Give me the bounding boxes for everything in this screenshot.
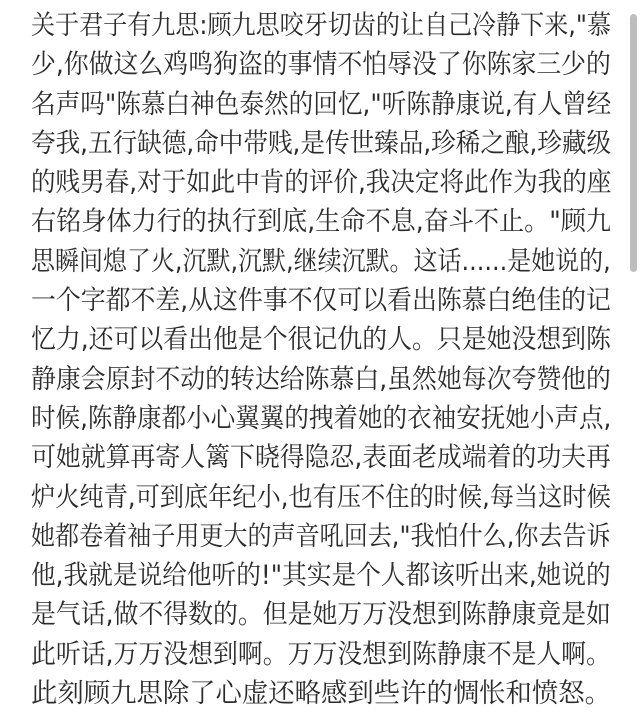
text-line: 他,我就是说给他听的!"其实是个人都该听出来,她说的 bbox=[31, 560, 611, 592]
text-line: 少,你做这么鸡鸣狗盗的事情不怕辱没了你陈家三少的 bbox=[31, 49, 611, 81]
text-line: 她都卷着袖子用更大的声音吼回去,"我怕什么,你去告诉 bbox=[31, 520, 611, 552]
text-line: 右铭身体力行的执行到底,生命不息,奋斗不止。"顾九 bbox=[31, 206, 612, 238]
text-line: 炉火纯青,可到底年纪小,也有压不住的时候,每当这时候 bbox=[31, 481, 611, 513]
text-line: 关于君子有九思:顾九思咬牙切齿的让自己冷静下来,"慕 bbox=[31, 10, 612, 41]
text-line: 此刻顾九思除了心虚还略感到些许的惆怅和愤怒。 bbox=[31, 678, 611, 710]
article-text bbox=[31, 6, 611, 713]
text-line: 此听话,万万没想到啊。万万没想到陈静康不是人啊。 bbox=[31, 638, 611, 670]
text-line: 夸我,五行缺德,命中带贱,是传世臻品,珍稀之酿,珍藏级 bbox=[31, 127, 612, 159]
text-line: 的贱男春,对于如此中肯的评价,我决定将此作为我的座 bbox=[31, 167, 612, 199]
text-line: 忆力,还可以看出他是个很记仇的人。只是她没想到陈 bbox=[31, 324, 611, 356]
text-line: 一个字都不差,从这件事不仅可以看出陈慕白绝佳的记 bbox=[31, 285, 611, 317]
text-line: 静康会原封不动的转达给陈慕白,虽然她每次夸赞他的 bbox=[31, 363, 611, 395]
text-line: 时候,陈静康都小心翼翼的拽着她的衣袖安抚她小声点, bbox=[31, 402, 612, 434]
text-line: 可她就算再寄人篱下晓得隐忍,表面老成端着的功夫再 bbox=[31, 442, 611, 474]
text-line: 是气话,做不得数的。但是她万万没想到陈静康竟是如 bbox=[31, 599, 611, 631]
text-line: 思瞬间熄了火,沉默,沉默,继续沉默。这话......是她说的, bbox=[31, 245, 611, 277]
vertical-scrollbar[interactable] bbox=[626, 0, 640, 712]
text-line: 名声吗"陈慕白神色泰然的回忆,"听陈静康说,有人曾经 bbox=[31, 88, 612, 120]
scrollbar-thumb[interactable] bbox=[630, 14, 637, 272]
